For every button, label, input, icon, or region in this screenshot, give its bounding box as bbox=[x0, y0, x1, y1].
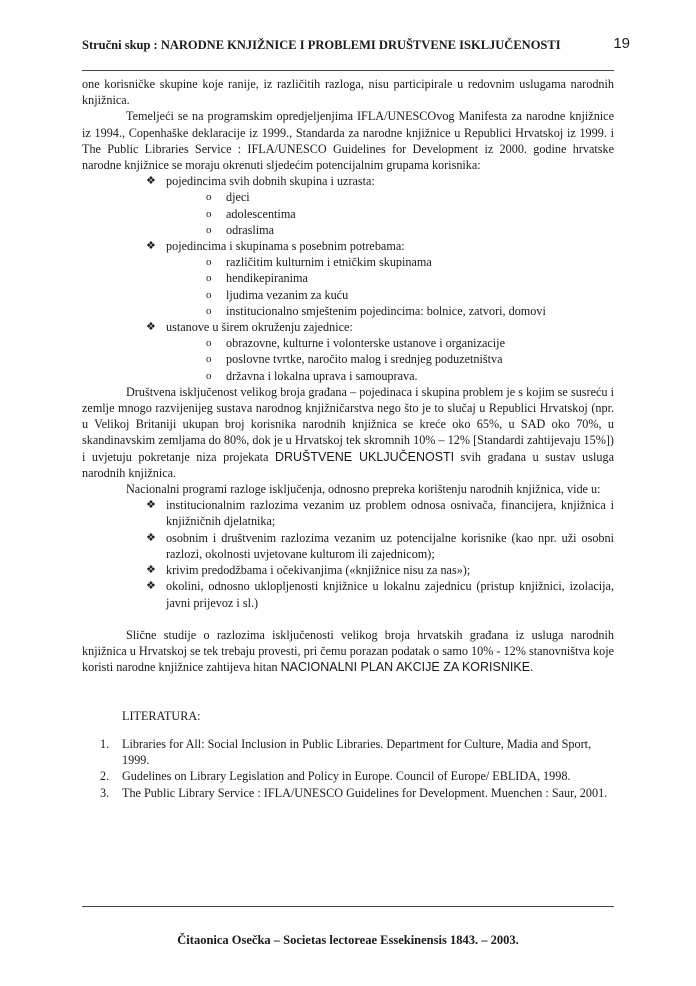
group-label: pojedincima svih dobnih skupina i uzrasta: bbox=[166, 174, 375, 189]
reference-item bbox=[100, 785, 614, 801]
reference-text: The Public Library Service : IFLA/UNESCO Guidelines for Development. Muenchen : Saur, 2001. bbox=[122, 785, 608, 800]
literature-heading: LITERATURA: bbox=[122, 709, 201, 723]
references-list bbox=[100, 736, 614, 801]
continuation-paragraph: one korisničke skupine koje ranije, iz različitih razloga, nisu participirale u redovnim uslugama narodnih knjižnica. bbox=[82, 77, 614, 108]
running-header bbox=[82, 35, 630, 53]
reference-number: 3. bbox=[100, 785, 110, 800]
list-item bbox=[146, 173, 614, 238]
list-item bbox=[146, 238, 614, 319]
group-label: pojedincima i skupinama s posebnim potrebama: bbox=[166, 239, 405, 254]
exclusion-paragraph bbox=[82, 384, 614, 481]
list-item: o hendikepiranima bbox=[206, 270, 614, 286]
reference-number: 2. bbox=[100, 769, 110, 784]
reference-item bbox=[100, 768, 614, 784]
list-item: ❖ krivim predodžbama i očekivanjima («knjižnice nisu za nas»); bbox=[146, 562, 614, 578]
list-item: o institucionalno smještenim pojedincima: bolnice, zatvori, domovi bbox=[206, 303, 614, 319]
list-item: ❖ okolini, odnosno ukloplјenosti knjižnice u lokalnu zajednicu (pristup knjižnici, izolacija, javni prijevoz i sl.) bbox=[146, 578, 614, 610]
paragraph-text: Društvena isključenost velikog broja građana – pojedinaca i skupina problem je s kojim se susreću i zemlje mnogo razvijenijeg sustava narodnog knjižničarstva nego što je to slučaj u Republici Hrvatskoj (npr. u Velikoj Britaniji ukupan broj korisnika narodnih knjižnica se kreće oko 65%, u SAD oko 70%, u skandinavskim zemljama do 80%, dok je u Hrvatskoj tek skromnih 10% – 12% [Standardi zahtijevaju 15%]) i uvjetuju pokretanje niza projekata bbox=[82, 384, 614, 464]
list-item: o adolescentima bbox=[206, 206, 614, 222]
emphasis-text: NACIONALNI PLAN AKCIJE ZA KORISNIKE. bbox=[280, 660, 534, 675]
user-groups-list bbox=[82, 173, 614, 384]
group-label: ustanove u širem okruženju zajednice: bbox=[166, 320, 353, 335]
list-item: o djeci bbox=[206, 189, 614, 205]
page-number: 19 bbox=[613, 35, 630, 52]
emphasis-text: DRUŠTVENE UKLJUČENOSTI bbox=[274, 449, 455, 464]
paragraph-text: Slične studije o razlozima isključenosti velikog broja hrvatskih građana iz usluga narodnih knjižnica u Hrvatskoj se tek trebaju provesti, pri čemu porazan podatak o samo 10% - 12% stanovništva koje koristi narodne knjižnice zahtijeva hitan bbox=[82, 627, 614, 675]
reference-number: 1. bbox=[100, 737, 110, 751]
sub-list bbox=[166, 254, 614, 319]
list-item: ❖ institucionalnim razlozima vezanim uz problem odnosa osnivača, financijera, knjižnica i knjižničnih djelatnika; bbox=[146, 497, 614, 529]
list-item: o odraslima bbox=[206, 222, 614, 238]
list-item: o državna i lokalna uprava i samouprava. bbox=[206, 368, 614, 384]
footer-rule bbox=[82, 906, 614, 907]
reasons-intro-paragraph: Nacionalni programi razloge isključenja, odnosno prepreka korištenju narodnih knjižnica, vide u: bbox=[126, 482, 601, 497]
running-footer: Čitaonica Osečka – Societas lectoreae Essekinensis 1843. – 2003. bbox=[177, 933, 519, 947]
reasons-list bbox=[82, 497, 614, 610]
intro-paragraph: Temeljeći se na programskim opredjeljenjima IFLA/UNESCOvog Manifesta za narodne knjižnice iz 1994., Copenhaške deklaracije iz 1999., Standarda za narodne knjižnice u Republici Hrvatskoj iz 1999. i The Public Libraries Service : IFLA/UNESCO Guidelines for Development iz 2000. godine hrvatske narodne knjižnice se moraju okrenuti sljedećim potencijalnim grupama korisnika: bbox=[82, 109, 614, 173]
sub-list bbox=[166, 335, 614, 384]
paragraph-text: svih građana u sustav usluga narodnih knjižnica. bbox=[82, 449, 614, 480]
header-title: Stručni skup : NARODNE KNJIŽNICE I PROBLEMI DRUŠTVENE ISKLJUČENOSTI bbox=[82, 38, 561, 52]
list-item: o ljudima vezanim za kuću bbox=[206, 287, 614, 303]
reference-item bbox=[100, 736, 614, 768]
body-text bbox=[82, 76, 614, 675]
sub-list bbox=[166, 189, 614, 238]
reference-text: Libraries for All: Social Inclusion in Public Libraries. Department for Culture, Madia and Sport, 1999. bbox=[122, 737, 592, 768]
list-item: o obrazovne, kulturne i volonterske ustanove i organizacije bbox=[206, 335, 614, 351]
list-item: o poslovne tvrtke, naročito malog i srednjeg poduzetništva bbox=[206, 351, 614, 367]
header-rule bbox=[82, 70, 614, 71]
list-item: o različitim kulturnim i etničkim skupinama bbox=[206, 254, 614, 270]
list-item: ❖ osobnim i društvenim razlozima vezanim uz potencijalne korisnike (kao npr. uži osobni razlozi, okolnosti uvjetovane kulturom ili zajednicom); bbox=[146, 530, 614, 562]
studies-paragraph bbox=[82, 627, 614, 676]
reference-text: Gudelines on Library Legislation and Policy in Europe. Council of Europe/ EBLIDA, 1998. bbox=[122, 769, 571, 784]
list-item bbox=[146, 319, 614, 384]
